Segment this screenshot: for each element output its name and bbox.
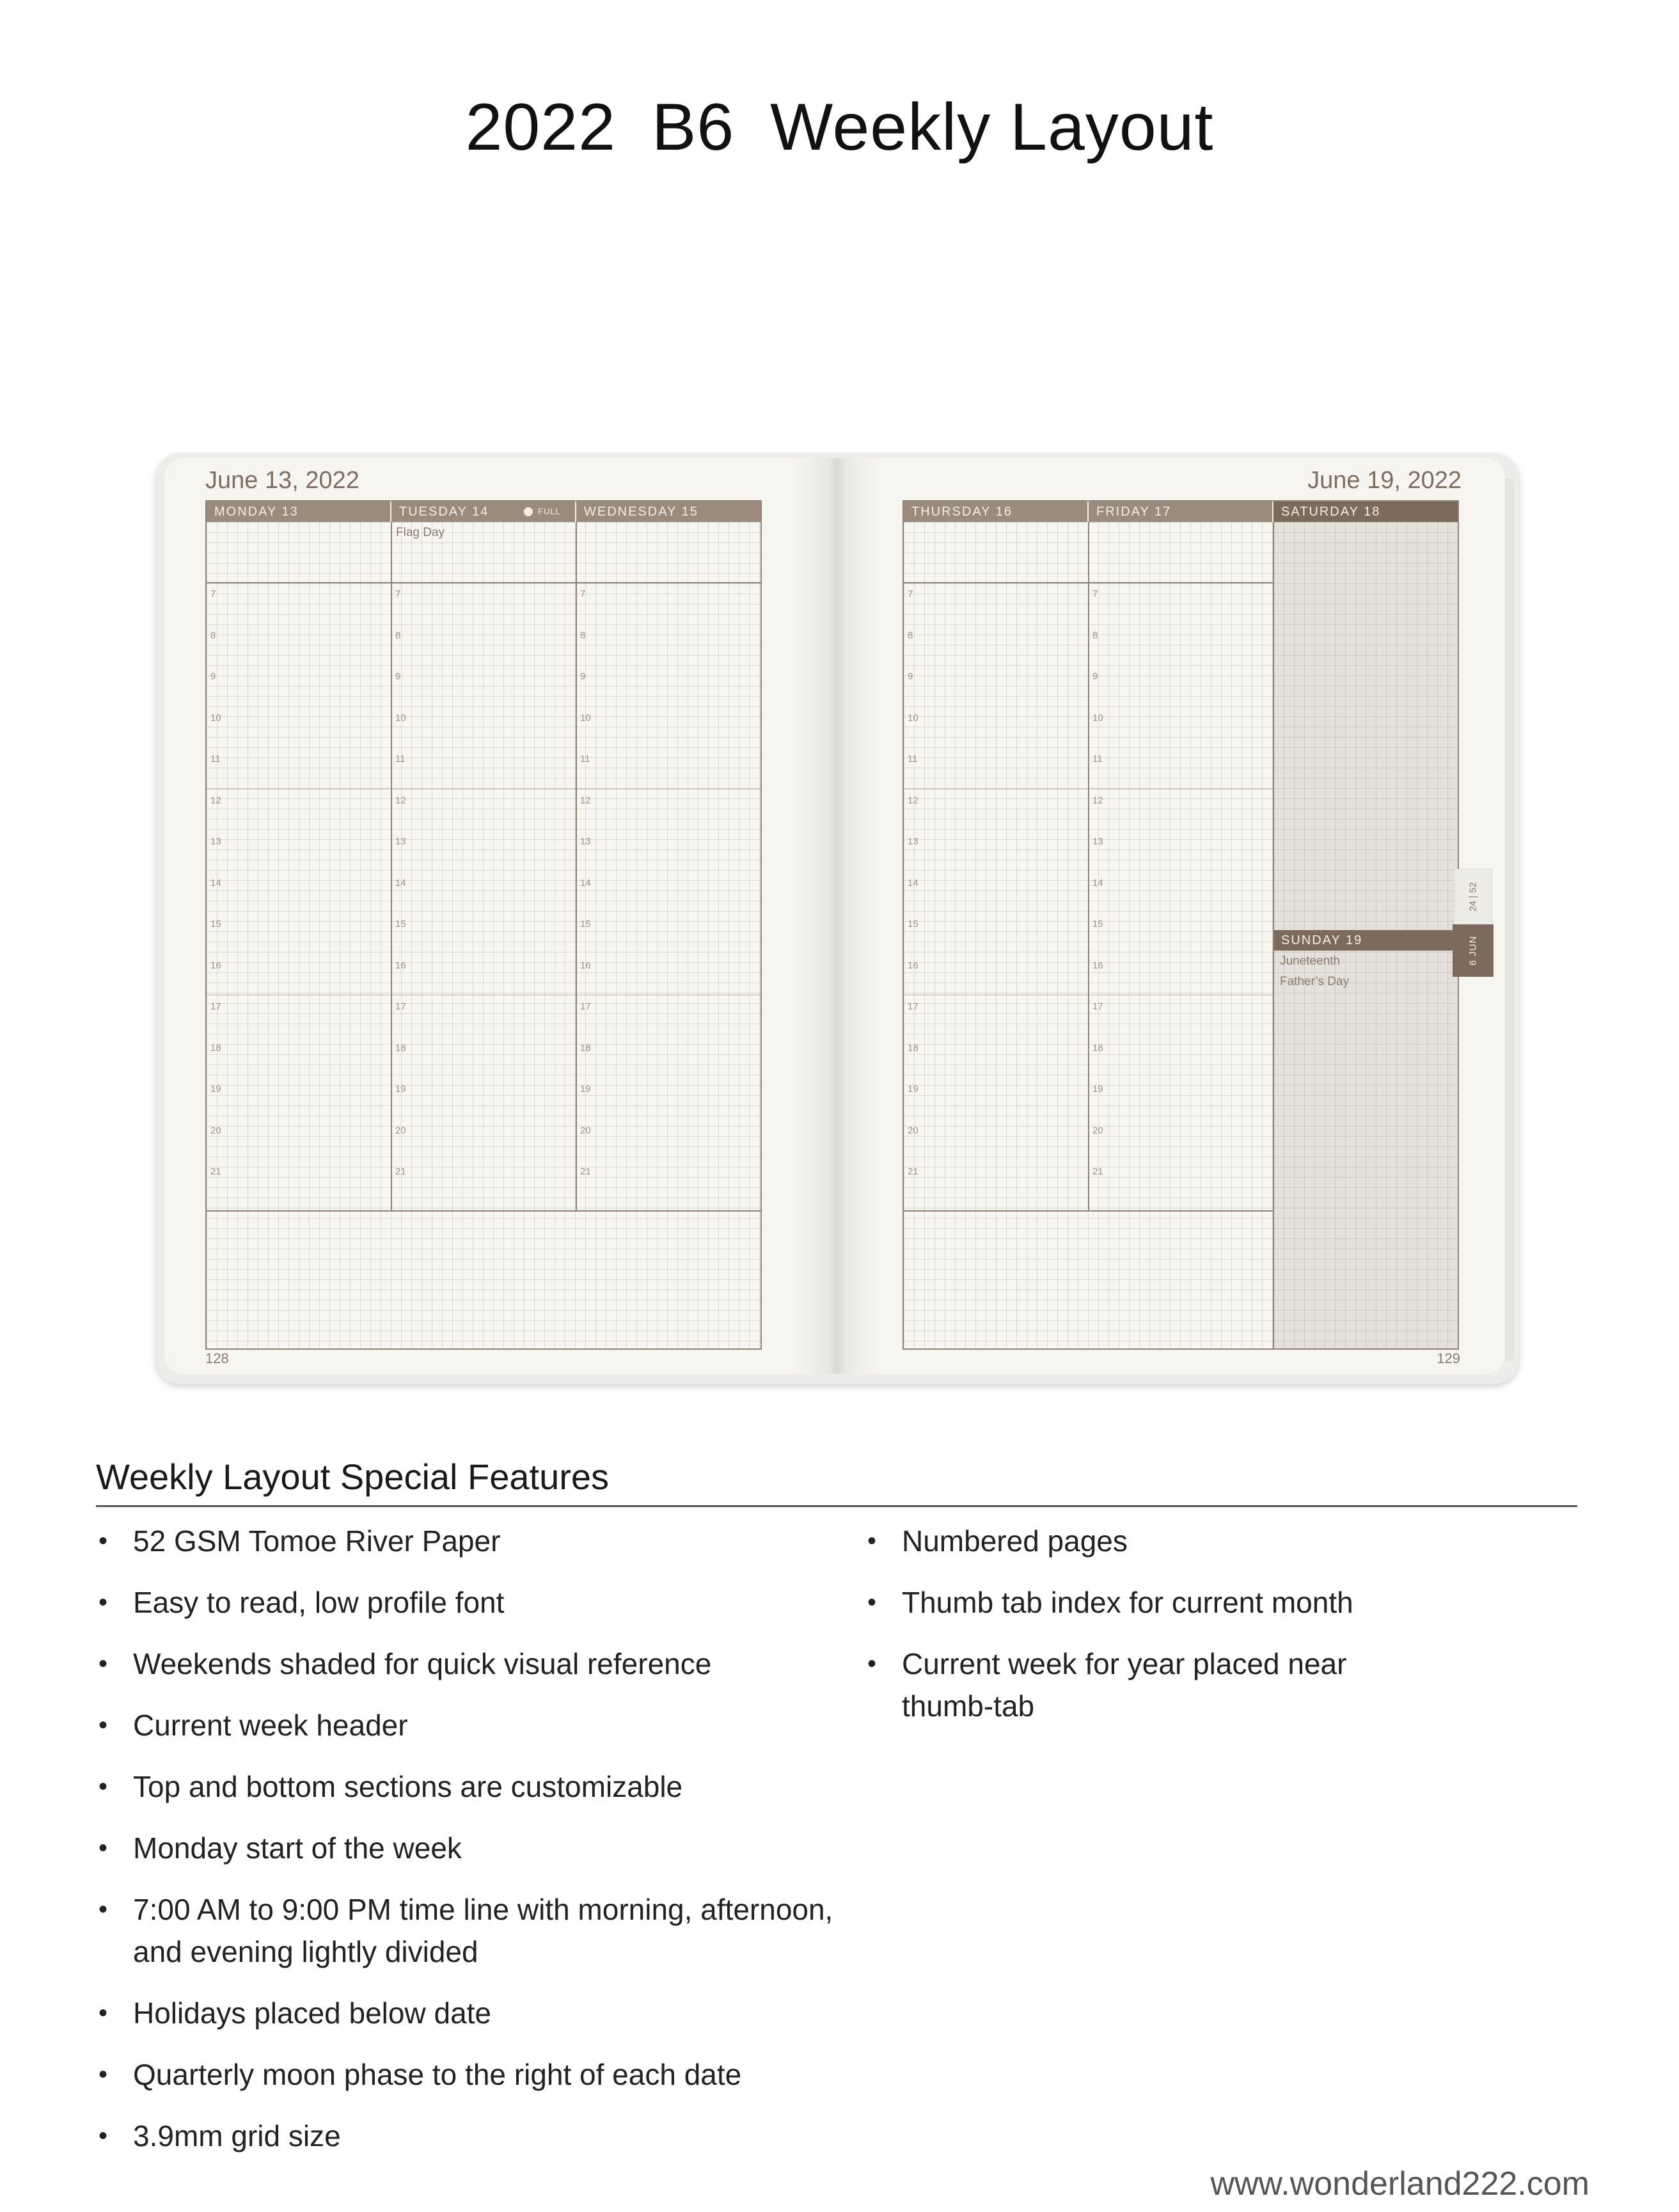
hour-label: 20 [580, 1125, 591, 1136]
hour-label: 10 [210, 712, 221, 723]
hour-label: 15 [210, 919, 221, 929]
hour-label: 8 [908, 629, 913, 641]
hour-label: 10 [908, 712, 918, 723]
hour-label: 19 [210, 1084, 221, 1094]
hour-label: 17 [908, 1001, 918, 1012]
bottom-section-divider [904, 1210, 1273, 1212]
page-gutter [795, 458, 878, 1374]
hour-label: 11 [1092, 754, 1103, 764]
feature-item: • Monday start of the week [96, 1827, 863, 1869]
hour-label: 19 [580, 1084, 591, 1094]
right-grid [903, 500, 1459, 1350]
hour-label: 16 [580, 960, 591, 971]
hour-label: 14 [395, 877, 406, 889]
left-hour-labels [207, 582, 761, 1210]
holiday-flag-day: Flag Day [396, 526, 445, 539]
hour-label: 7 [1092, 589, 1098, 599]
hour-label: 15 [580, 919, 591, 929]
hour-label: 15 [1092, 919, 1103, 929]
feature-item: • Quarterly moon phase to the right of each date [96, 2053, 863, 2096]
month-tab-label: 6 JUN [1467, 935, 1479, 966]
day-header-saturday: SATURDAY 18 [1273, 502, 1458, 522]
title-year: 2022 [465, 90, 616, 164]
hour-label: 12 [580, 794, 591, 806]
hour-label: 10 [1092, 712, 1103, 723]
hour-label: 13 [395, 836, 406, 847]
hour-label: 15 [395, 919, 406, 929]
feature-list-left [96, 1520, 863, 2176]
week-end-date: June 19, 2022 [1307, 467, 1462, 494]
hour-label: 17 [210, 1001, 221, 1012]
hour-label: 13 [580, 836, 591, 847]
hour-label: 7 [395, 589, 401, 599]
feature-list-right [865, 1520, 1440, 1746]
week-number-label: 24 | 52 [1467, 882, 1479, 912]
hour-label: 18 [908, 1042, 918, 1054]
hour-label: 19 [908, 1084, 918, 1094]
hour-label: 8 [580, 629, 586, 641]
feature-item: • Easy to read, low profile font [96, 1581, 863, 1623]
hour-label: 18 [210, 1042, 221, 1054]
hour-label: 14 [1092, 877, 1103, 889]
feature-item: • 7:00 AM to 9:00 PM time line with morning, afternoon, and evening lightly divided [96, 1888, 863, 1973]
hour-label: 17 [395, 1001, 406, 1012]
hour-label: 12 [395, 794, 406, 806]
features-heading: Weekly Layout Special Features [96, 1457, 610, 1497]
hour-label: 8 [395, 629, 401, 641]
hour-label: 11 [908, 754, 918, 764]
day-header-friday: FRIDAY 17 [1089, 502, 1273, 522]
holiday-fathers-day: Father’s Day [1280, 975, 1350, 988]
day-header-monday: MONDAY 13 [207, 502, 391, 522]
feature-item: • Holidays placed below date [96, 1992, 863, 2034]
hour-label: 9 [395, 671, 401, 682]
hour-label: 10 [580, 712, 591, 723]
hour-label: 9 [1092, 671, 1098, 682]
hour-label: 14 [908, 877, 918, 889]
page-number-right: 129 [1437, 1350, 1460, 1366]
hour-label: 21 [908, 1166, 918, 1177]
feature-item: • Top and bottom sections are customizable [96, 1766, 863, 1808]
feature-item: • 3.9mm grid size [96, 2115, 863, 2157]
hour-label: 8 [210, 629, 216, 641]
week-number-tab [1454, 869, 1492, 925]
hour-label: 20 [395, 1125, 406, 1136]
day-header-tuesday: TUESDAY 14 [391, 502, 576, 522]
hour-label: 21 [1092, 1166, 1103, 1177]
left-grid [205, 500, 762, 1350]
right-hour-labels [904, 582, 1273, 1210]
page-number-left: 128 [205, 1350, 229, 1366]
hour-label: 19 [1092, 1084, 1103, 1094]
hour-label: 20 [210, 1125, 221, 1136]
feature-item: • Current week header [96, 1704, 863, 1746]
heading-rule [96, 1505, 1577, 1507]
page-title [0, 90, 1679, 166]
hour-label: 20 [908, 1125, 918, 1136]
month-thumb-tab [1453, 924, 1494, 977]
feature-item: • 52 GSM Tomoe River Paper [96, 1520, 863, 1562]
hour-label: 7 [580, 589, 586, 599]
feature-item: • Weekends shaded for quick visual reference [96, 1643, 863, 1685]
hour-label: 10 [395, 712, 406, 723]
page-edges [1505, 478, 1514, 1361]
hour-label: 20 [1092, 1125, 1103, 1136]
hour-label: 16 [1092, 960, 1103, 971]
hour-label: 12 [210, 794, 221, 806]
hour-label: 21 [395, 1166, 406, 1177]
moon-label: FULL [538, 507, 561, 516]
full-moon-icon [524, 507, 533, 516]
feature-item: • Current week for year placed near thumb-tab [865, 1643, 1440, 1727]
hour-label: 16 [210, 960, 221, 971]
week-start-date: June 13, 2022 [205, 467, 359, 494]
title-size: B6 [651, 90, 735, 164]
hour-label: 13 [1092, 836, 1103, 847]
hour-label: 19 [395, 1084, 406, 1094]
hour-label: 15 [908, 919, 918, 929]
hour-label: 7 [908, 589, 913, 599]
hour-label: 11 [210, 754, 221, 764]
day-header-wednesday: WEDNESDAY 15 [576, 502, 761, 522]
hour-label: 11 [395, 754, 406, 764]
hour-label: 14 [210, 877, 221, 889]
hour-label: 9 [908, 671, 913, 682]
hour-label: 9 [580, 671, 586, 682]
hour-label: 8 [1092, 629, 1098, 641]
holiday-juneteenth: Juneteenth [1280, 954, 1341, 968]
planner-spread-image [155, 453, 1519, 1384]
hour-label: 18 [580, 1042, 591, 1054]
hour-label: 7 [210, 589, 216, 599]
day-header-sunday: SUNDAY 19 [1273, 930, 1458, 951]
hour-label: 18 [395, 1042, 406, 1054]
hour-label: 14 [580, 877, 591, 889]
title-name: Weekly Layout [770, 90, 1214, 164]
hour-label: 13 [210, 836, 221, 847]
bottom-section-divider [207, 1210, 761, 1212]
day-header-thursday: THURSDAY 16 [904, 502, 1089, 522]
hour-label: 12 [908, 794, 918, 806]
hour-label: 13 [908, 836, 918, 847]
hour-label: 11 [580, 754, 590, 764]
hour-label: 9 [210, 671, 216, 682]
hour-label: 21 [580, 1166, 591, 1177]
hour-label: 21 [210, 1166, 221, 1177]
hour-label: 12 [1092, 794, 1103, 806]
feature-item: • Thumb tab index for current month [865, 1581, 1440, 1623]
hour-label: 17 [580, 1001, 591, 1012]
hour-label: 17 [1092, 1001, 1103, 1012]
hour-label: 16 [908, 960, 918, 971]
hour-label: 16 [395, 960, 406, 971]
hour-label: 18 [1092, 1042, 1103, 1054]
feature-item: • Numbered pages [865, 1520, 1440, 1562]
website-url: www.wonderland222.com [1210, 2165, 1589, 2202]
